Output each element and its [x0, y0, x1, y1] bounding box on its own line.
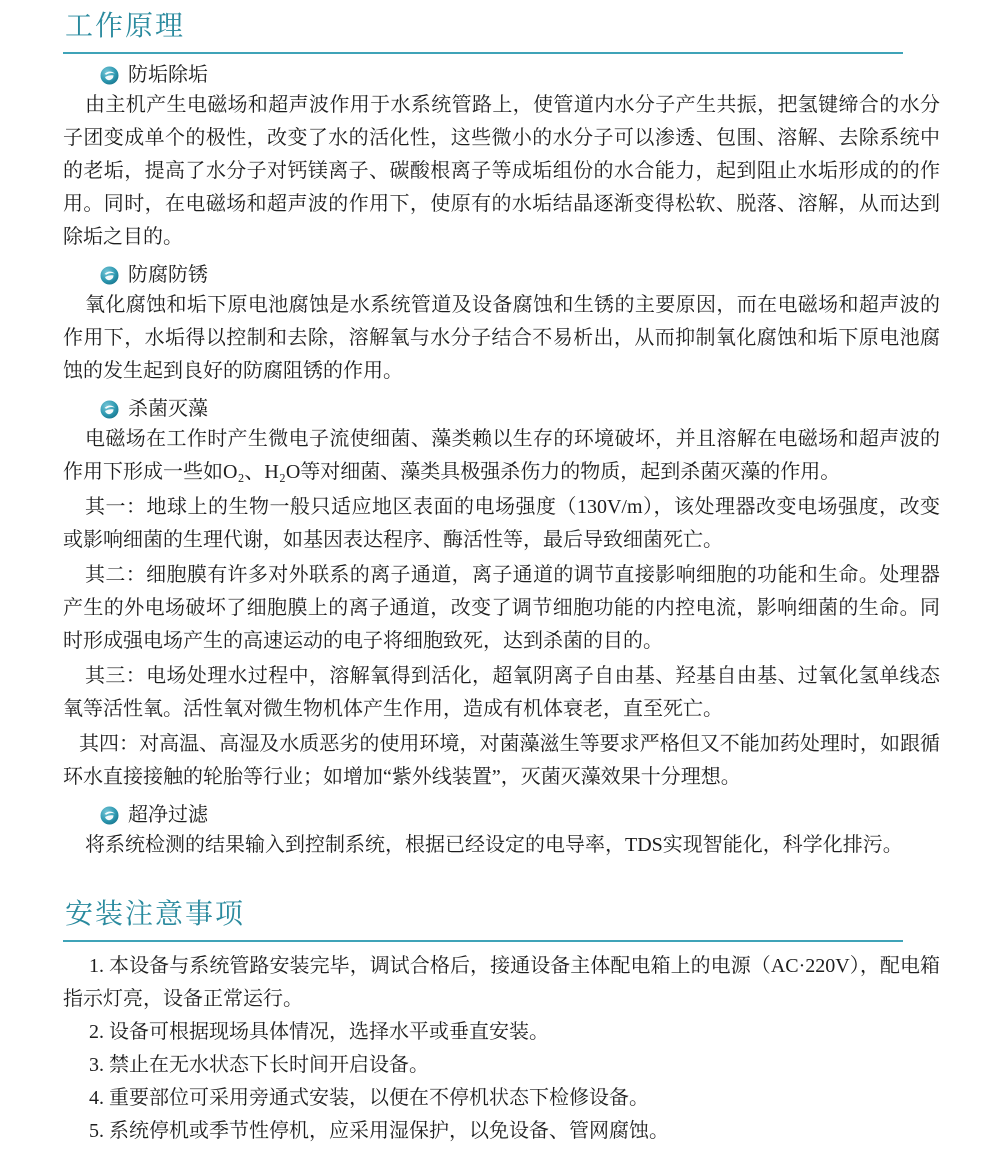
bullet-label-anticorrosion: 防腐防锈	[128, 264, 208, 286]
page-title: 工作原理	[65, 11, 186, 42]
install-note-4: 4. 重要部位可采用旁通式安装，以便在不停机状态下检修设备。	[89, 1087, 649, 1109]
paragraph-filter: 将系统检测的结果输入到控制系统，根据已经设定的电导率，TDS实现智能化，科学化排污。	[85, 834, 903, 856]
water-swirl-icon	[100, 66, 119, 85]
paragraph-descale: 由主机产生电磁场和超声波作用于水系统管路上，使管道内水分子产生共振，把氢键缔合的水分子团变成单个的极性，改变了水的活化性，这些微小的水分子可以渗透、包围、溶解、去除系统中的老垢，提高了水分子对钙镁离子、碳酸根离子等成垢组份的水合能力，起到阻止水垢形成的的作用。同时，在电磁场和超声波的作用下，使原有的水垢结晶逐渐变得松软、脱落、溶解，从而达到除垢之目的。	[63, 94, 940, 248]
install-note-2: 2. 设备可根据现场具体情况，选择水平或垂直安装。	[89, 1021, 549, 1043]
install-notes-list	[63, 950, 940, 1148]
paragraph-point4: 其四：对高温、高湿及水质恶劣的使用环境，对菌藻滋生等要求严格但又不能加药处理时，如跟循环水直接接触的轮胎等行业；如增加“紫外线装置”，灭菌灭藻效果十分理想。	[63, 733, 940, 788]
bullet-label-sterilize: 杀菌灭藻	[128, 398, 208, 420]
paragraph-anticorrosion: 氧化腐蚀和垢下原电池腐蚀是水系统管道及设备腐蚀和生锈的主要原因，而在电磁场和超声波的作用下，水垢得以控制和去除，溶解氧与水分子结合不易析出，从而抑制氧化腐蚀和垢下原电池腐蚀的发生起到良好的防腐阻锈的作用。	[63, 294, 940, 382]
water-swirl-icon	[100, 400, 119, 419]
section-heading-install-notes: 安装注意事项	[65, 899, 246, 930]
heading-divider	[63, 52, 903, 54]
paragraph-point3: 其三：电场处理水过程中，溶解氧得到活化，超氧阴离子自由基、羟基自由基、过氧化氢单线态氧等活性氧。活性氧对微生物机体产生作用，造成有机体衰老，直至死亡。	[63, 665, 940, 720]
bullet-descale	[100, 63, 940, 87]
bullet-label-filter: 超净过滤	[128, 804, 208, 826]
paragraph-point1: 其一：地球上的生物一般只适应地区表面的电场强度（130V/m），该处理器改变电场强度，改变或影响细菌的生理代谢，如基因表达程序、酶活性等，最后导致细菌死亡。	[63, 496, 940, 551]
paragraph-sterilize: 电磁场在工作时产生微电子流使细菌、藻类赖以生存的环境破坏，并且溶解在电磁场和超声波的作用下形成一些如O₂、H₂O等对细菌、藻类具极强杀伤力的物质，起到杀菌灭藻的作用。	[63, 428, 940, 483]
bullet-filter	[100, 803, 940, 827]
section-install-notes	[63, 896, 940, 1148]
install-note-1: 1. 本设备与系统管路安装完毕，调试合格后，接通设备主体配电箱上的电源（AC·220V），配电箱指示灯亮，设备正常运行。	[63, 955, 940, 1010]
bullet-label-descale: 防垢除垢	[128, 64, 208, 86]
bullet-sterilize	[100, 397, 940, 421]
install-note-3: 3. 禁止在无水状态下长时间开启设备。	[89, 1054, 429, 1076]
heading-divider	[63, 940, 903, 942]
section-working-principle	[63, 8, 940, 862]
bullet-anticorrosion	[100, 263, 940, 287]
install-note-5: 5. 系统停机或季节性停机，应采用湿保护，以免设备、管网腐蚀。	[89, 1120, 669, 1142]
water-swirl-icon	[100, 266, 119, 285]
water-swirl-icon	[100, 806, 119, 825]
paragraph-point2: 其二：细胞膜有许多对外联系的离子通道，离子通道的调节直接影响细胞的功能和生命。处理器产生的外电场破坏了细胞膜上的离子通道，改变了调节细胞功能的内控电流，影响细菌的生命。同时形成强电场产生的高速运动的电子将细胞致死，达到杀菌的目的。	[63, 564, 940, 652]
